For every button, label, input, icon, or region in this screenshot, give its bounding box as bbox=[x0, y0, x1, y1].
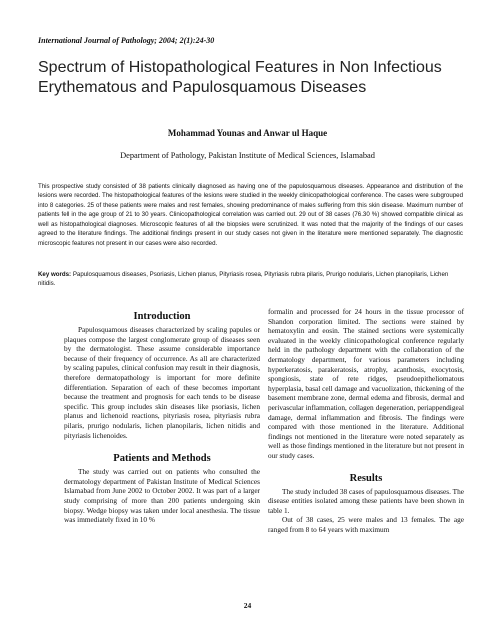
paper-title: Spectrum of Histopathological Features in Non Infectious Erythematous and Papulosquamous Diseases bbox=[38, 59, 442, 96]
results-paragraph-2: Out of 38 cases, 25 were males and 13 females. The age ranged from 8 to 64 years with maximum bbox=[268, 515, 464, 534]
right-column bbox=[268, 307, 464, 534]
introduction-heading: Introduction bbox=[133, 311, 191, 322]
methods-heading: Patients and Methods bbox=[113, 453, 211, 465]
methods-text-left: The study was carried out on patients who consulted the dermatology department of Pakistan Institute of Medical Sciences Islamabad from June 2002 to October 2002. It was part of a larger study comprising of more than 200 patients undergoing skin biopsy. Wedge biopsy was taken under local anesthesia. The tissue was immediately fixed in 10 % bbox=[64, 467, 260, 525]
keywords-label: Key words: bbox=[38, 271, 72, 278]
results-heading: Results bbox=[349, 472, 383, 484]
introduction-text: Papulosquamous diseases characterized by scaling papules or plaques compose the largest conglomerate group of diseases seen by the dermatologist. These assume considerable importance because of their frequency of occurrence. As all are characterized by scaling papules, clinical confusion may result in their diagnosis, therefore dermatopathology is important for more definite differentiation. Separation of each of these becomes important because the treatment and prognosis for each tends to be disease specific. This group includes skin diseases like psoriasis, lichen planus and lichenoid reactions, pityriasis rosea, pityriasis rubra pilaris, prurigo nodularis, lichen planopilaris, lichen nitidis and pityriasis lichenoides. bbox=[64, 325, 260, 440]
left-column bbox=[64, 310, 260, 525]
abstract: This prospective study consisted of 38 patients clinically diagnosed as having one of the papulosquamous diseases. Appearance and distribution of the lesions were recorded. The histopathological features of the lesions were studied in the weekly clinicopathological conference. The cases were subgrouped into 8 categories. 25 of these patients were males and rest females, showing predominance of males suffering from this skin disease. Maximum number of patients fell in the age group of 21 to 30 years. Clinicopathological correlation was carried out. 29 out of 38 cases (76.30 %) showed compatible clinical as well as histopathological diagnoses. Microscopic features of all the biopsies were scrutinized. It was noted that the majority of the findings of our cases agreed to the literature findings. The additional findings present in our study cases not given in the literature were mentioned separately. The diagnostic microscopic features not present in our cases were also recorded. bbox=[38, 183, 463, 247]
keywords bbox=[38, 270, 463, 289]
results-paragraph-1: The study included 38 cases of papulosquamous diseases. The disease entities isolated among these patients have been shown in table 1. bbox=[268, 486, 464, 515]
methods-text-right: formalin and processed for 24 hours in the tissue processor of Shandon corporation limited. The sections were stained by hematoxylin and eosin. The stained sections were systemically evaluated in the weekly clinicopathological conference regularly held in the pathology department with the collaboration of the dermatology department, for various parameters including hyperkeratosis, parakeratosis, atrophy, acanthosis, exocytosis, spongiosis, state of rete ridges, pseudoepitheliomatous hyperplasia, basal cell damage and vacuolization, thickening of the basement membrane zone, dermal edema and fibrosis, dermal and perivascular inflammation, collagen degeneration, periappendigeal damage, dermal inflammation and fibrosis. The findings were compared with those mentioned in the literature. Additional findings not mentioned in the literature were noted separately as well as those findings mentioned in the literature but not present in our study cases. bbox=[268, 307, 464, 460]
keywords-text: Papulosquamous diseases, Psoriasis, Lichen planus, Pityriasis rosea, Pityriasis rubra pilaris, Prurigo nodularis, Lichen planopilaris, Lichen nitidis. bbox=[38, 271, 449, 288]
authors: Mohammad Younas and Anwar ul Haque bbox=[167, 128, 328, 138]
journal-citation: International Journal of Pathology; 2004; 2(1):24-30 bbox=[38, 36, 215, 45]
page-number: 24 bbox=[243, 601, 252, 610]
affiliation: Department of Pathology, Pakistan Institute of Medical Sciences, Islamabad bbox=[120, 151, 375, 160]
